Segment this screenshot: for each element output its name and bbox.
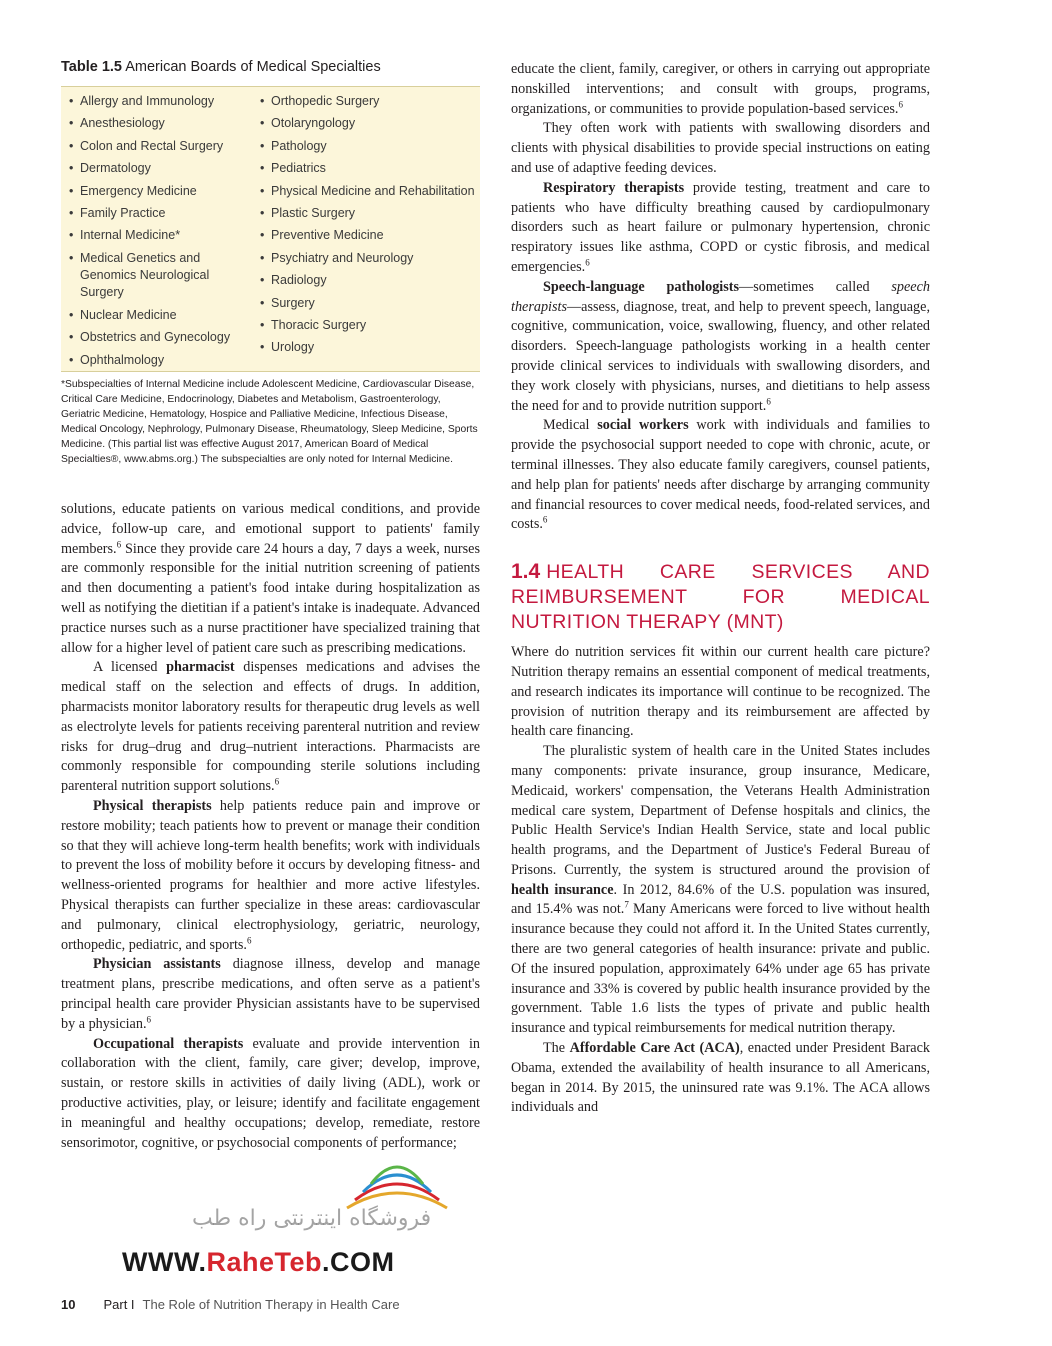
paragraph: Where do nutrition services fit within our current health care picture? Nutrition therapy remains an essential component of medical treatments, and research indicates its importance will continue to be recognized. The provision of nutrition therapy and its reimbursement are affected by health care financing. <box>511 644 930 740</box>
term: pharmacist <box>166 659 235 676</box>
paragraph <box>511 278 930 417</box>
text: Since they provide care 24 hours a day, 7 days a week, nurses are commonly responsible for the initial nutrition screening of patients and then documenting a patient's food intake during hospitalization as well as notifying the dietitian if a patient's intake is inadequate. Advanced practice nurses such as a nurse practitioner have specialized training that allow for a higher level of patient care such as prescribing medications. <box>61 540 480 656</box>
table-item: • Medical Genetics and Genomics Neurological Surgery <box>68 250 253 302</box>
reference: 6 <box>116 538 122 549</box>
page-number: 10 <box>61 1297 76 1312</box>
table-item: • Pediatrics <box>259 160 477 177</box>
text: The <box>543 1040 570 1057</box>
watermark-arabic: فروشگاه اینترنتی راه طب <box>192 1206 432 1231</box>
table-item: • Nuclear Medicine <box>68 307 253 324</box>
specialties-table <box>61 86 480 372</box>
paragraph <box>61 797 480 955</box>
table-item: • Dermatology <box>68 160 253 177</box>
right-column-text <box>511 60 930 1118</box>
table-item: • Plastic Surgery <box>259 205 477 222</box>
part-title: The Role of Nutrition Therapy in Health Care <box>142 1297 400 1312</box>
text: provide testing, treatment and care to patients who have difficulty breathing caused by cardiopulmonary disorders such as heart failure or pulmonary hypertension, chronic respiratory issues like asthma, COPD or cystic fibrosis, and medical emergencies. <box>511 179 930 275</box>
paragraph <box>61 1035 480 1154</box>
term: social workers <box>597 417 689 434</box>
section-number: 1.4 <box>511 560 541 584</box>
part-label: Part I <box>103 1297 135 1312</box>
table-item: • Family Practice <box>68 205 253 222</box>
text: . In 2012, 84.6% of the U.S. population was insured, and 15.4% was not. <box>511 881 930 918</box>
table-item: • Otolaryngology <box>259 115 477 132</box>
table-caption <box>61 59 381 75</box>
text: solutions, educate patients on various medical conditions, and provide advice, follow-up care, and emotional support to patients' family members. <box>61 501 480 557</box>
text: diagnose illness, develop and manage treatment plans, prescribe medications, and often serve as a patient's principal health care provider Physician assistants have to be supervised by a physician. <box>61 956 481 1032</box>
table-column-2 <box>259 93 477 362</box>
paragraph <box>61 500 480 658</box>
paragraph <box>511 416 930 535</box>
paragraph: They often work with patients with swallowing disorders and clients with physical disabilities to provide special instructions on eating and use of adaptive feeding devices. <box>511 120 930 176</box>
table-item: • Internal Medicine* <box>68 227 253 244</box>
reference: 6 <box>146 1013 151 1024</box>
book-logo-icon <box>337 1148 457 1218</box>
text: .COM <box>322 1247 395 1277</box>
italic-term: speech therapists <box>511 278 930 315</box>
text: educate the client, family, caregiver, or others in carrying out appropriate nonskilled interventions; and consult with groups, programs, organizations, or communities to provide population-based services. <box>511 61 930 117</box>
table-footnote: *Subspecialties of Internal Medicine include Adolescent Medicine, Cardiovascular Disease, Critical Care Medicine, Endocrinology, Diabetes and Metabolism, Gastroenterology, Geriatric Medicine, Hematology, Hospice and Palliative Medicine, Infectious Disease, Medical Oncology, Nephrology, Pulmonary Disease, Rheumatology, Sleep Medicine, Sports Medicine. (This partial list was effective August 2017, American Board of Medical Specialties®, www.abms.org.) The subspecialties are only noted for Internal Medicine. <box>61 379 478 465</box>
table-item: • Colon and Rectal Surgery <box>68 138 253 155</box>
paragraph <box>511 60 930 119</box>
watermark-url <box>122 1247 395 1278</box>
term: health insurance <box>511 881 614 898</box>
text: WWW. <box>122 1247 207 1277</box>
text: —sometimes called <box>739 278 892 295</box>
page-footer <box>61 1297 400 1312</box>
text: , enacted under President Barack Obama, extended the availability of health insurance to all Americans, began in 2014. By 2015, the uninsured rate was 9.1%. The ACA allows individuals and <box>511 1040 930 1116</box>
reference: 6 <box>585 257 590 268</box>
reference: 7 <box>624 899 629 910</box>
reference: 6 <box>274 776 280 787</box>
table-item: • Physical Medicine and Rehabilitation <box>259 183 477 200</box>
term: Occupational therapists <box>93 1035 244 1052</box>
term: Physician assistants <box>93 956 221 973</box>
table-item: • Pathology <box>259 138 477 155</box>
table-label: Table 1.5 <box>61 59 122 75</box>
term: Speech-language pathologists <box>543 278 740 295</box>
table-item: • Psychiatry and Neurology <box>259 250 477 267</box>
table-item: • Anesthesiology <box>68 115 253 132</box>
table-column-1 <box>68 93 253 374</box>
paragraph <box>511 179 930 278</box>
reference: 6 <box>766 395 771 406</box>
table-item: • Thoracic Surgery <box>259 317 477 334</box>
text: —assess, diagnose, treat, and help to prevent speech, language, cognitive, communication, voice, swallowing, fluency, and other related disorders. Speech-language pathologists working in a health center provide clinical services to individuals with swallowing disorders, and they work closely with physicians, nurses, and dietitians to help assess the need for and to provide nutrition support. <box>511 298 930 414</box>
text: A licensed <box>93 659 167 676</box>
text: help patients reduce pain and improve or restore mobility; teach patients how to prevent or manage their condition so that they will achieve long-term health benefits; work with individuals to prevent the loss of mobility before it occurs by developing fitness- and wellness-oriented programs for healthier and more active lifestyles. Physical therapists can further specialize in these areas: cardiovascular and pulmonary, clinical electrophysiology, geriatric, neurology, orthopedic, pediatric, and sports. <box>61 797 480 953</box>
paragraph <box>61 955 480 1034</box>
watermark <box>112 1148 482 1298</box>
term: Respiratory therapists <box>543 179 685 196</box>
text: Many Americans were forced to live without health insurance because they could not afford it. In the United States currently, there are two general categories of health insurance: private and public. Of the insured population, approximately 64% under age 65 has private insurance and 33% is covered by public health insurance provided by the government. Table 1.6 lists the types of private and public health insurance and typical reimbursements for medical nutrition therapy. <box>511 901 930 1037</box>
table-item: • Surgery <box>259 295 477 312</box>
table-item: • Urology <box>259 339 477 356</box>
paragraph <box>511 1039 930 1118</box>
table-item: • Emergency Medicine <box>68 183 253 200</box>
section-heading <box>511 559 930 635</box>
table-item: • Allergy and Immunology <box>68 93 253 110</box>
text: evaluate and provide intervention in collaboration with the client, family, care giver; develop, improve, sustain, or restore skills in activities of daily living (ADL), work or productive activities, play, or leisure; identify and facilitate engagement in meaningful and healthy occupations; develop, remediate, restore sensorimotor, cognitive, or psychosocial components of performance; <box>61 1035 480 1151</box>
text: Medical <box>543 417 598 434</box>
reference: 6 <box>898 98 903 109</box>
term: Affordable Care Act (ACA) <box>569 1040 740 1057</box>
table-item: • Orthopedic Surgery <box>259 93 477 110</box>
text: work with individuals and families to provide the psychosocial support needed to cope with chronic, acute, or terminal illnesses. They also educate family caregivers, counsel patients, and help plan for patients' needs after discharge by arranging community and financial resources to cover medical needs, food-related services, and costs. <box>511 417 930 533</box>
paragraph <box>511 742 930 1039</box>
table-item: • Radiology <box>259 272 477 289</box>
text: The pluralistic system of health care in the United States includes many components: private insurance, group insurance, Medicare, Medicaid, workers' compensation, the Veterans Health Administration medical care system, Department of Defense hospitals and clinics, the Public Health Service's Indian Health Service, state and local public health programs, and the Department of Justice's Federal Bureau of Prisons. Currently, the system is structured around the provision of <box>511 743 930 878</box>
reference: 6 <box>542 514 548 525</box>
table-title: American Boards of Medical Specialties <box>121 59 381 75</box>
reference: 6 <box>246 934 252 945</box>
text: RaheTeb <box>206 1247 322 1277</box>
table-item: • Preventive Medicine <box>259 227 477 244</box>
table-item: • Ophthalmology <box>68 352 253 369</box>
paragraph <box>61 658 480 797</box>
table-item: • Obstetrics and Gynecology <box>68 329 253 346</box>
left-column-text <box>61 500 480 1153</box>
term: Physical therapists <box>93 797 212 814</box>
section-title: HEALTH CARE SERVICES AND REIMBURSEMENT FOR MEDICAL NUTRITION THERAPY (MNT) <box>511 561 930 634</box>
text: dispenses medications and advises the medical staff on the selection and effects of drugs. In addition, pharmacists monitor laboratory results for therapeutic drug levels as well as electrolyte levels for patients receiving parenteral nutrition and review risks for drug–drug and drug–nutrient interactions. Pharmacists are commonly responsible for compounding sterile solutions including parenteral nutrition support solutions. <box>61 659 480 795</box>
